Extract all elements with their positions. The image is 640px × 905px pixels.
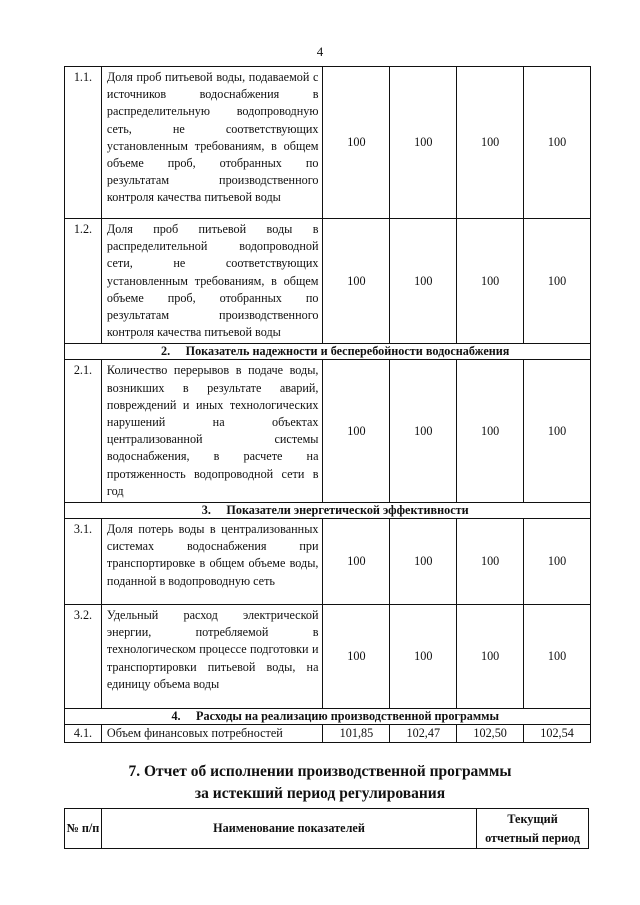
report-table [64,808,589,849]
indicators-table [64,66,591,743]
row-description: Доля проб питьевой воды, подаваемой с источников водоснабжения в распределительную водопроводную сеть, не соответствующих установленным требованиям, в общем объеме проб, отобранных по результатам производственного контроля качества питьевой воды [101,67,323,219]
section-header [65,344,591,360]
row-value: 100 [524,219,591,344]
section-number: 2. [161,344,171,359]
row-value: 100 [457,219,524,344]
row-value: 102,50 [457,725,524,743]
row-value: 100 [323,360,390,503]
row-value: 100 [390,67,457,219]
table-row [65,67,591,219]
section-number: 3. [201,503,211,518]
row-value: 100 [390,605,457,709]
row-description: Доля проб питьевой воды в распределительной водопроводной сети, не соответствующих установленным требованиям, в общем объеме проб, отобранных по результатам производственного контроля качества питьевой воды [101,219,323,344]
section-number: 4. [171,709,181,724]
report-title-line1: 7. Отчет об исполнении производственной программы [128,763,512,780]
row-value: 102,47 [390,725,457,743]
table-row [65,360,591,503]
section-title: Показатели энергетической эффективности [226,503,469,518]
row-value: 100 [457,67,524,219]
row-value: 100 [323,219,390,344]
row-value: 100 [457,605,524,709]
row-value: 100 [524,360,591,503]
col-period-line1: Текущий [507,811,558,826]
page-number: 4 [316,44,324,59]
col-period-line2: отчетный период [485,830,581,845]
row-value: 100 [457,360,524,503]
row-number: 3.1. [65,519,102,605]
table-row [65,219,591,344]
row-value: 100 [390,519,457,605]
row-value: 100 [323,519,390,605]
row-value: 100 [524,519,591,605]
row-number: 1.2. [65,219,102,344]
table-row [65,605,591,709]
section-title: Расходы на реализацию производственной программы [196,709,499,724]
row-value: 100 [323,605,390,709]
row-number: 1.1. [65,67,102,219]
table-row [65,725,591,743]
row-description: Доля потерь воды в централизованных системах водоснабжения при транспортировке в общем объеме воды, поданной в водопроводную сеть [101,519,323,605]
report-title-line2: за истекший период регулирования [194,785,446,802]
section-title: Показатель надежности и бесперебойности водоснабжения [185,344,510,359]
row-value: 102,54 [524,725,591,743]
row-number: 3.2. [65,605,102,709]
row-value: 100 [457,519,524,605]
row-number: 2.1. [65,360,102,503]
row-value: 100 [390,360,457,503]
row-description: Объем финансовых потребностей [101,725,323,743]
row-value: 100 [524,605,591,709]
col-number-header: № п/п [65,809,102,849]
row-number: 4.1. [65,725,102,743]
col-period-header [477,809,589,849]
report-title [0,761,640,805]
row-value: 101,85 [323,725,390,743]
section-header [65,709,591,725]
row-value: 100 [323,67,390,219]
col-name-header: Наименование показателей [101,809,476,849]
row-value: 100 [524,67,591,219]
row-description: Удельный расход электрической энергии, потребляемой в технологическом процессе подготовки и транспортировки питьевой воды, на единицу объема воды [101,605,323,709]
section-header [65,503,591,519]
report-header-row [65,809,589,849]
table-row [65,519,591,605]
row-value: 100 [390,219,457,344]
row-description: Количество перерывов в подаче воды, возникших в результате аварий, повреждений и иных технологических нарушений на объектах централизованной системы водоснабжения, в расчете на протяженность водопроводной сети в год [101,360,323,503]
